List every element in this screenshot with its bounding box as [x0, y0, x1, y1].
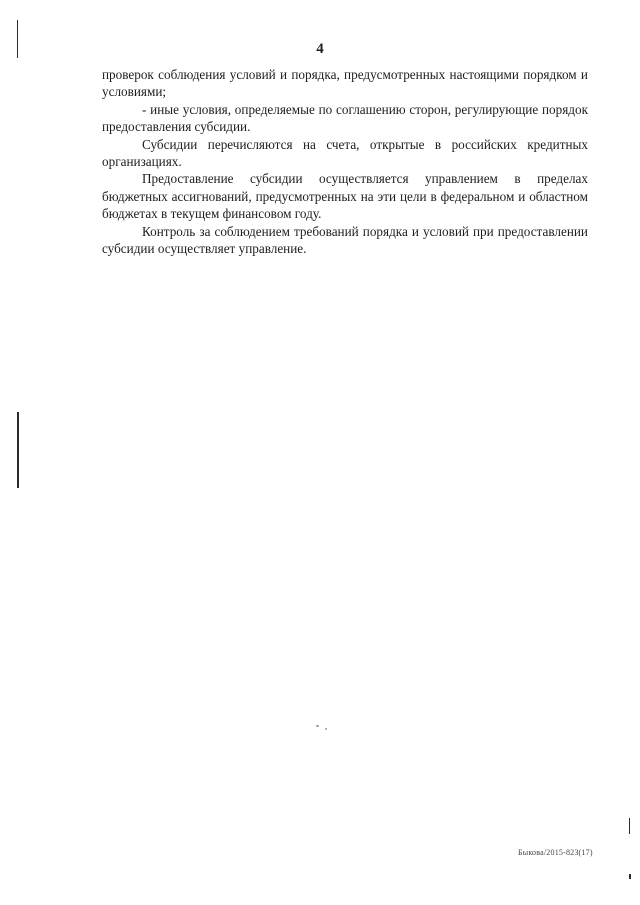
- paragraph-control: Контроль за соблюдением требований порядка и условий при предоставлении субсидии осуществляет управление.: [102, 223, 588, 257]
- paragraph-other-conditions: - иные условия, определяемые по соглашению сторон, регулирующие порядок предоставления субсидии.: [102, 101, 588, 135]
- page-number: 4: [316, 41, 324, 57]
- paragraph-transfer-accounts: Субсидии перечисляются на счета, открытые в российских кредитных организациях.: [102, 136, 588, 170]
- scan-margin-line-middle: [17, 412, 19, 488]
- document-body: [102, 66, 588, 257]
- document-footer-code: Быкова/2015-823(17): [518, 848, 593, 857]
- paragraph-continuation: проверок соблюдения условий и порядка, предусмотренных настоящими порядком и условиями;: [102, 67, 588, 100]
- scan-margin-line-right: [629, 818, 630, 834]
- paragraph-budget-limits: Предоставление субсидии осуществляется управлением в пределах бюджетных ассигнований, предусмотренных на эти цели в федеральном и областном бюджетах в текущем финансовом году.: [102, 171, 588, 222]
- scan-speck: [316, 725, 319, 727]
- scan-margin-mark-bottom: [629, 874, 631, 879]
- scan-speck: [325, 728, 327, 730]
